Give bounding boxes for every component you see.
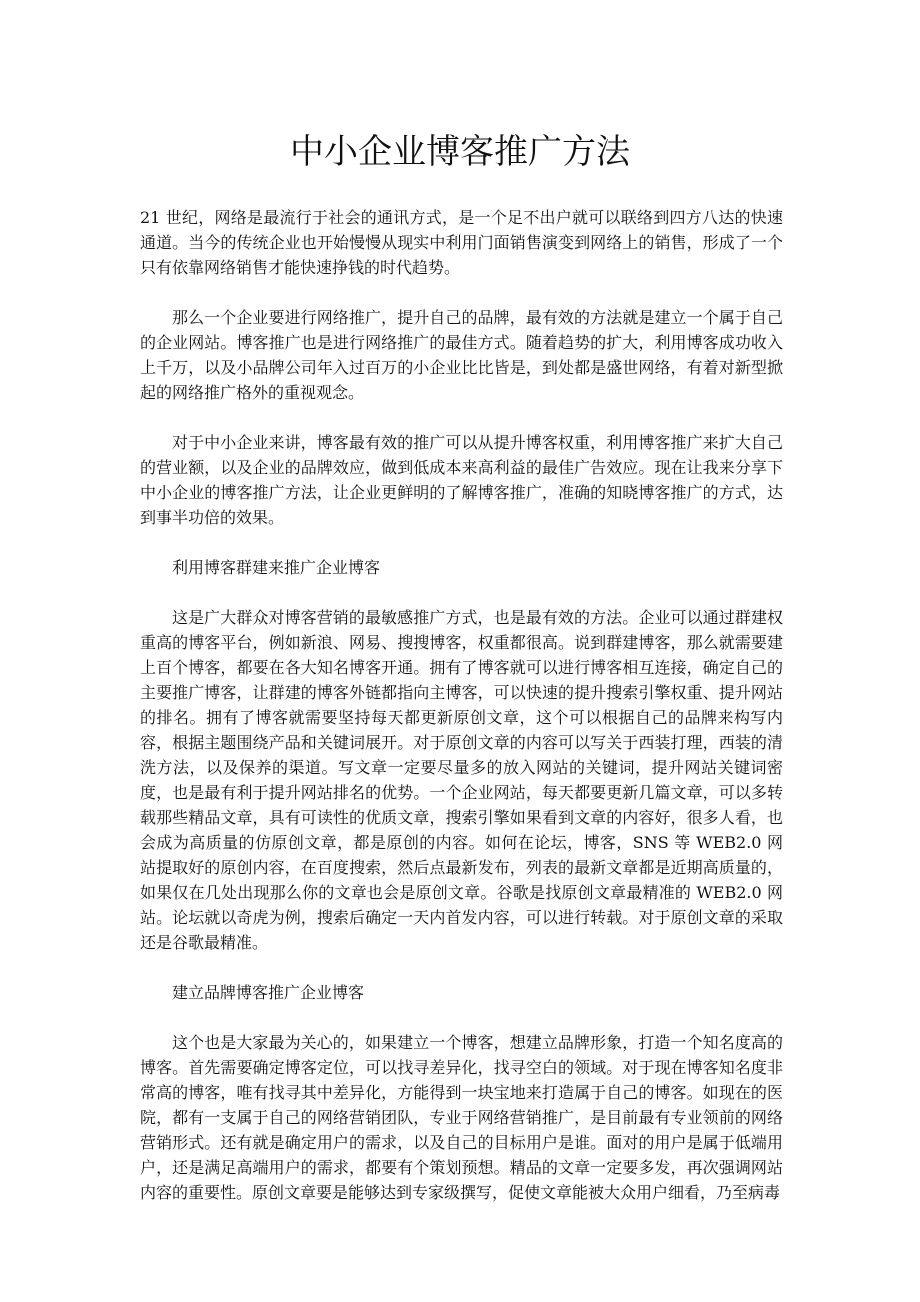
document-body	[140, 205, 783, 1230]
paragraph: 这个也是大家最为关心的，如果建立一个博客，想建立品牌形象，打造一个知名度高的博客。首先需要确定博客定位，可以找寻差异化，找寻空白的领域。对于现在博客知名度非常高的博客，唯有找寻其中差异化，方能得到一块宝地来打造属于自己的博客。如现在的医院，都有一支属于自己的网络营销团队，专业于网络营销推广，是目前最有专业领前的网络营销形式。还有就是确定用户的需求，以及自己的目标用户是谁。面对的用户是属于低端用户，还是满足高端用户的需求，都要有个策划预想。精品的文章一定要多发，再次强调网站内容的重要性。原创文章要是能够达到专家级撰写，促使文章能被大众用户细看，乃至病毒	[140, 1033, 783, 1202]
document-title: 中小企业博客推广方法	[290, 132, 630, 172]
section-heading: 建立品牌博客推广企业博客	[172, 983, 365, 1002]
paragraph: 那么一个企业要进行网络推广，提升自己的品牌，最有效的方法就是建立一个属于自己的企业网站。博客推广也是进行网络推广的最佳方式。随着趋势的扩大，利用博客成功收入上千万，以及小品牌公司年入过百万的小企业比比皆是，到处都是盛世网络，有着对新型掀起的网络推广格外的重视观念。	[140, 308, 783, 402]
paragraph: 对于中小企业来讲，博客最有效的推广可以从提升博客权重，利用博客推广来扩大自己的营业额，以及企业的品牌效应，做到低成本来高利益的最佳广告效应。现在让我来分享下中小企业的博客推广方法，让企业更鲜明的了解博客推广，准确的知晓博客推广的方式，达到事半功倍的效果。	[140, 433, 783, 527]
paragraph: 这是广大群众对博客营销的最敏感推广方式，也是最有效的方法。企业可以通过群建权重高的博客平台，例如新浪、网易、搜搜博客，权重都很高。说到群建博客，那么就需要建上百个博客，都要在各大知名博客开通。拥有了博客就可以进行博客相互连接，确定自己的主要推广博客，让群建的博客外链都指向主博客，可以快速的提升搜索引擎权重、提升网站的排名。拥有了博客就需要坚持每天都更新原创文章，这个可以根据自己的品牌来构写内容，根据主题围绕产品和关键词展开。对于原创文章的内容可以写关于西装打理，西装的清洗方法，以及保养的渠道。写文章一定要尽量多的放入网站的关键词，提升网站关键词密度，也是最有利于提升网站排名的优势。一个企业网站，每天都要更新几篇文章，可以多转载那些精品文章，具有可读性的优质文章，搜索引擎如果看到文章的内容好，很多人看，也会成为高质量的仿原创文章，都是原创的内容。如何在论坛，博客，SNS 等 WEB2.0 网站提取好的原创内容，在百度搜索，然后点最新发布，列表的最新文章都是近期高质量的，如果仅在几处出现那么你的文章也会是原创文章。谷歌是找原创文章最精准的 WEB2.0 网站。论坛就以奇虎为例，搜索后确定一天内首发内容，可以进行转载。对于原创文章的采取还是谷歌最精准。	[140, 608, 783, 952]
paragraph-intro: 21 世纪，网络是最流行于社会的通讯方式，是一个足不出户就可以联络到四方八达的快速通道。当今的传统企业也开始慢慢从现实中利用门面销售演变到网络上的销售，形成了一个只有依靠网络销售才能快速挣钱的时代趋势。	[140, 208, 783, 277]
section-heading: 利用博客群建来推广企业博客	[172, 558, 381, 577]
